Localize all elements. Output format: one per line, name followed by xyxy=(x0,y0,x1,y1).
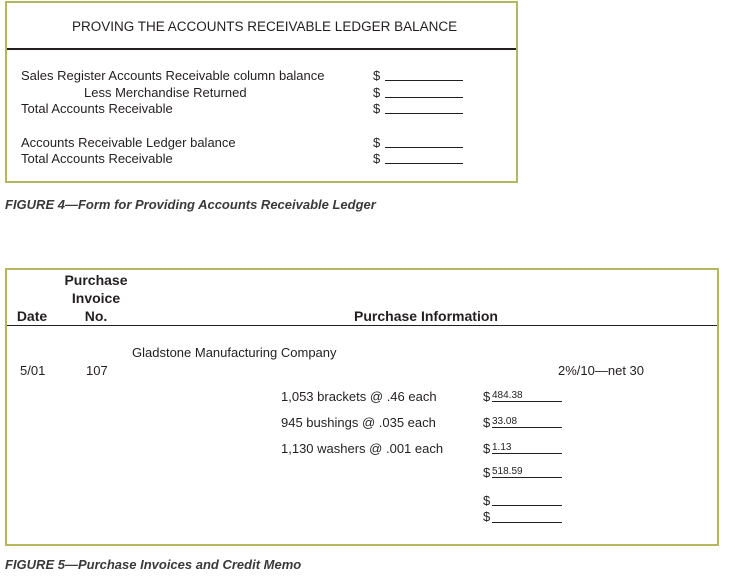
currency-symbol: $ xyxy=(373,151,381,166)
currency-symbol: $ xyxy=(373,68,381,83)
amount-line xyxy=(492,401,562,402)
item-description: 1,130 washers @ .001 each xyxy=(281,441,444,456)
currency-symbol: $ xyxy=(483,493,491,508)
amount-blank[interactable] xyxy=(492,522,562,523)
figure4-row-label: Accounts Receivable Ledger balance xyxy=(21,135,236,150)
figure5-caption: FIGURE 5—Purchase Invoices and Credit Memo xyxy=(5,557,302,572)
amount-blank[interactable] xyxy=(385,147,463,148)
currency-symbol: $ xyxy=(483,389,491,404)
item-amount: 33.08 xyxy=(492,416,518,427)
figure4-caption: FIGURE 4—Form for Providing Accounts Receivable Ledger xyxy=(5,197,376,212)
figure4-row-label: Total Accounts Receivable xyxy=(21,101,173,116)
amount-blank[interactable] xyxy=(385,163,463,164)
payment-terms: 2%/10—net 30 xyxy=(558,363,645,378)
purchase-info-header: Purchase Information xyxy=(354,308,498,324)
amount-line xyxy=(492,453,562,454)
invoice-header-line2: Invoice xyxy=(71,290,121,306)
currency-symbol: $ xyxy=(483,465,491,480)
amount-blank[interactable] xyxy=(492,505,562,506)
currency-symbol: $ xyxy=(373,135,381,150)
vendor-name: Gladstone Manufacturing Company xyxy=(132,345,337,360)
currency-symbol: $ xyxy=(373,101,381,116)
figure4-title-divider xyxy=(7,48,516,50)
entry-date: 5/01 xyxy=(20,363,46,378)
amount-blank[interactable] xyxy=(385,97,463,98)
item-amount: 484.38 xyxy=(492,390,523,401)
item-amount: 1.13 xyxy=(492,442,512,453)
invoice-header-line1: Purchase xyxy=(64,272,128,288)
figure5-header-divider xyxy=(7,325,717,326)
amount-line xyxy=(492,477,562,478)
currency-symbol: $ xyxy=(483,415,491,430)
entry-invoice-no: 107 xyxy=(86,363,108,378)
item-description: 945 bushings @ .035 each xyxy=(281,415,436,430)
item-description: 1,053 brackets @ .46 each xyxy=(281,389,437,404)
figure4-row-label: Sales Register Accounts Receivable column balance xyxy=(21,68,325,83)
figure4-row-label: Total Accounts Receivable xyxy=(21,151,173,166)
amount-line xyxy=(492,427,562,428)
amount-blank[interactable] xyxy=(385,80,463,81)
figure4-row-label: Less Merchandise Returned xyxy=(84,85,247,100)
currency-symbol: $ xyxy=(483,441,491,456)
invoice-header-line3: No. xyxy=(84,308,108,324)
figure4-title: PROVING THE ACCOUNTS RECEIVABLE LEDGER BALANCE xyxy=(72,19,458,34)
currency-symbol: $ xyxy=(373,85,381,100)
total-amount: 518.59 xyxy=(492,466,523,477)
currency-symbol: $ xyxy=(483,509,491,524)
date-header: Date xyxy=(16,308,48,324)
amount-blank[interactable] xyxy=(385,113,463,114)
